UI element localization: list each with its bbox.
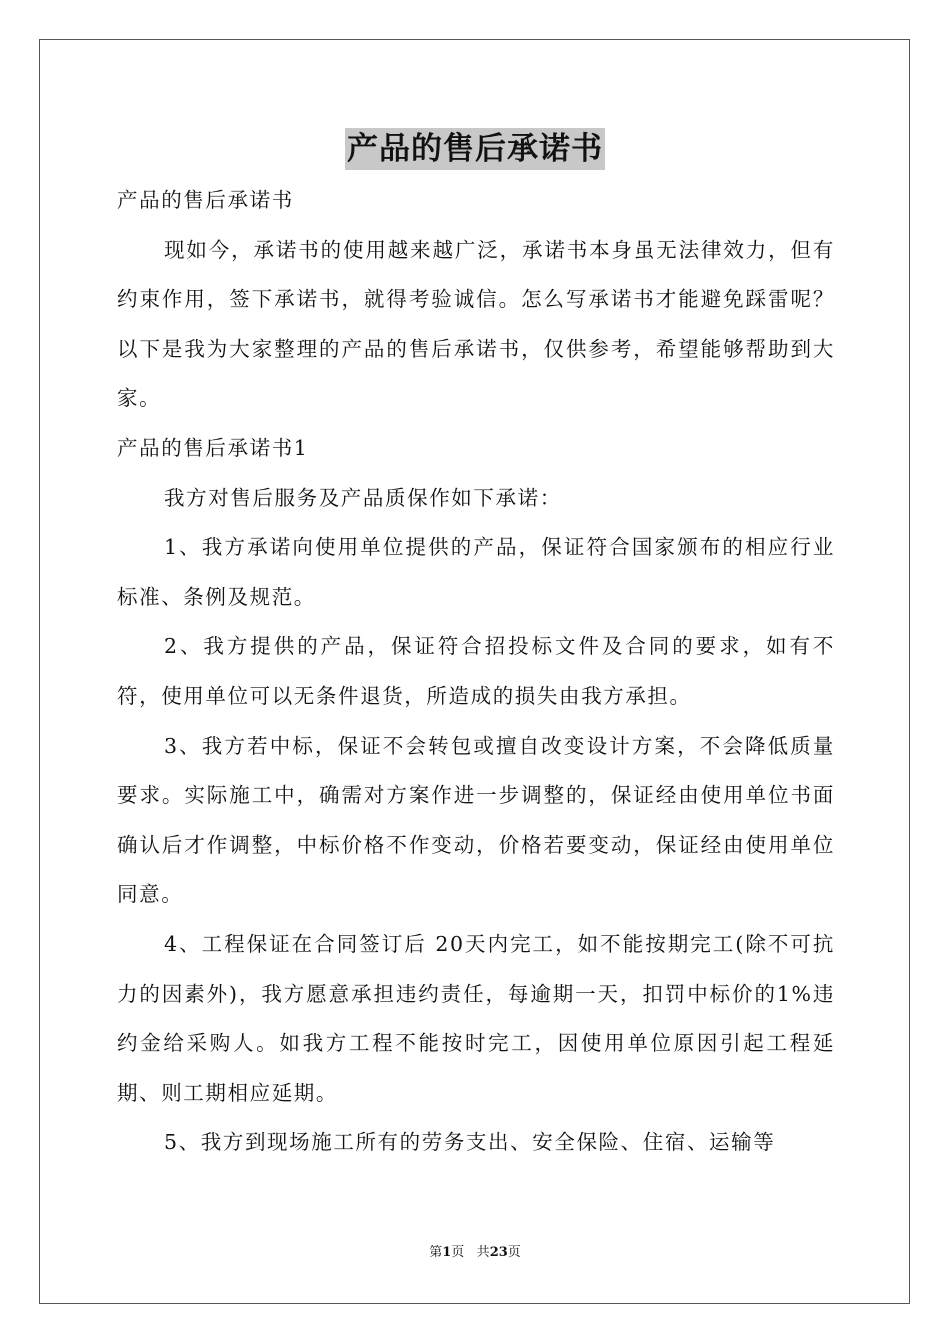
paragraph: 我方对售后服务及产品质保作如下承诺： (164, 485, 562, 510)
paragraph: 现如今，承诺书的使用越来越广泛，承诺书本身虽无法律效力，但有约束作用，签下承诺书，就得考验诚信。怎么写承诺书才能避免踩雷呢？以下是我为大家整理的产品的售后承诺书，仅供参考，希望能够帮助到大家。 (117, 237, 835, 411)
paragraph: 1、我方承诺向使用单位提供的产品，保证符合国家颁布的相应行业标准、条例及规范。 (117, 535, 835, 609)
footer-prefix: 第 (429, 1245, 443, 1260)
page-footer (0, 1243, 950, 1263)
footer-total-prefix: 共 (476, 1245, 490, 1260)
footer-page-suffix: 页 (451, 1245, 465, 1260)
paragraph: 产品的售后承诺书1 (117, 435, 309, 460)
paragraph: 5、我方到现场施工所有的劳务支出、安全保险、住宿、运输等 (164, 1130, 776, 1155)
paragraph: 产品的售后承诺书 (117, 188, 294, 212)
paragraph: 2、我方提供的产品，保证符合招投标文件及合同的要求，如有不符，使用单位可以无条件退货，所造成的损失由我方承担。 (117, 634, 835, 708)
paragraph: 3、我方若中标，保证不会转包或擅自改变设计方案，不会降低质量要求。实际施工中，确需对方案作进一步调整的，保证经由使用单位书面确认后才作调整，中标价格不作变动，价格若要变动，保证经由使用单位同意。 (117, 733, 835, 907)
footer-total-suffix: 页 (507, 1245, 521, 1260)
title-container (0, 128, 950, 170)
document-title: 产品的售后承诺书 (345, 128, 605, 170)
footer-page-number: 1 (442, 1245, 452, 1260)
paragraph: 4、工程保证在合同签订后 20天内完工，如不能按期完工(除不可抗力的因素外)，我方愿意承担违约责任，每逾期一天，扣罚中标价的1%违约金给采购人。如我方工程不能按时完工，因使用单位原因引起工程延期、则工期相应延期。 (117, 931, 835, 1105)
footer-total-pages: 23 (489, 1245, 508, 1260)
document-body (117, 176, 835, 1168)
